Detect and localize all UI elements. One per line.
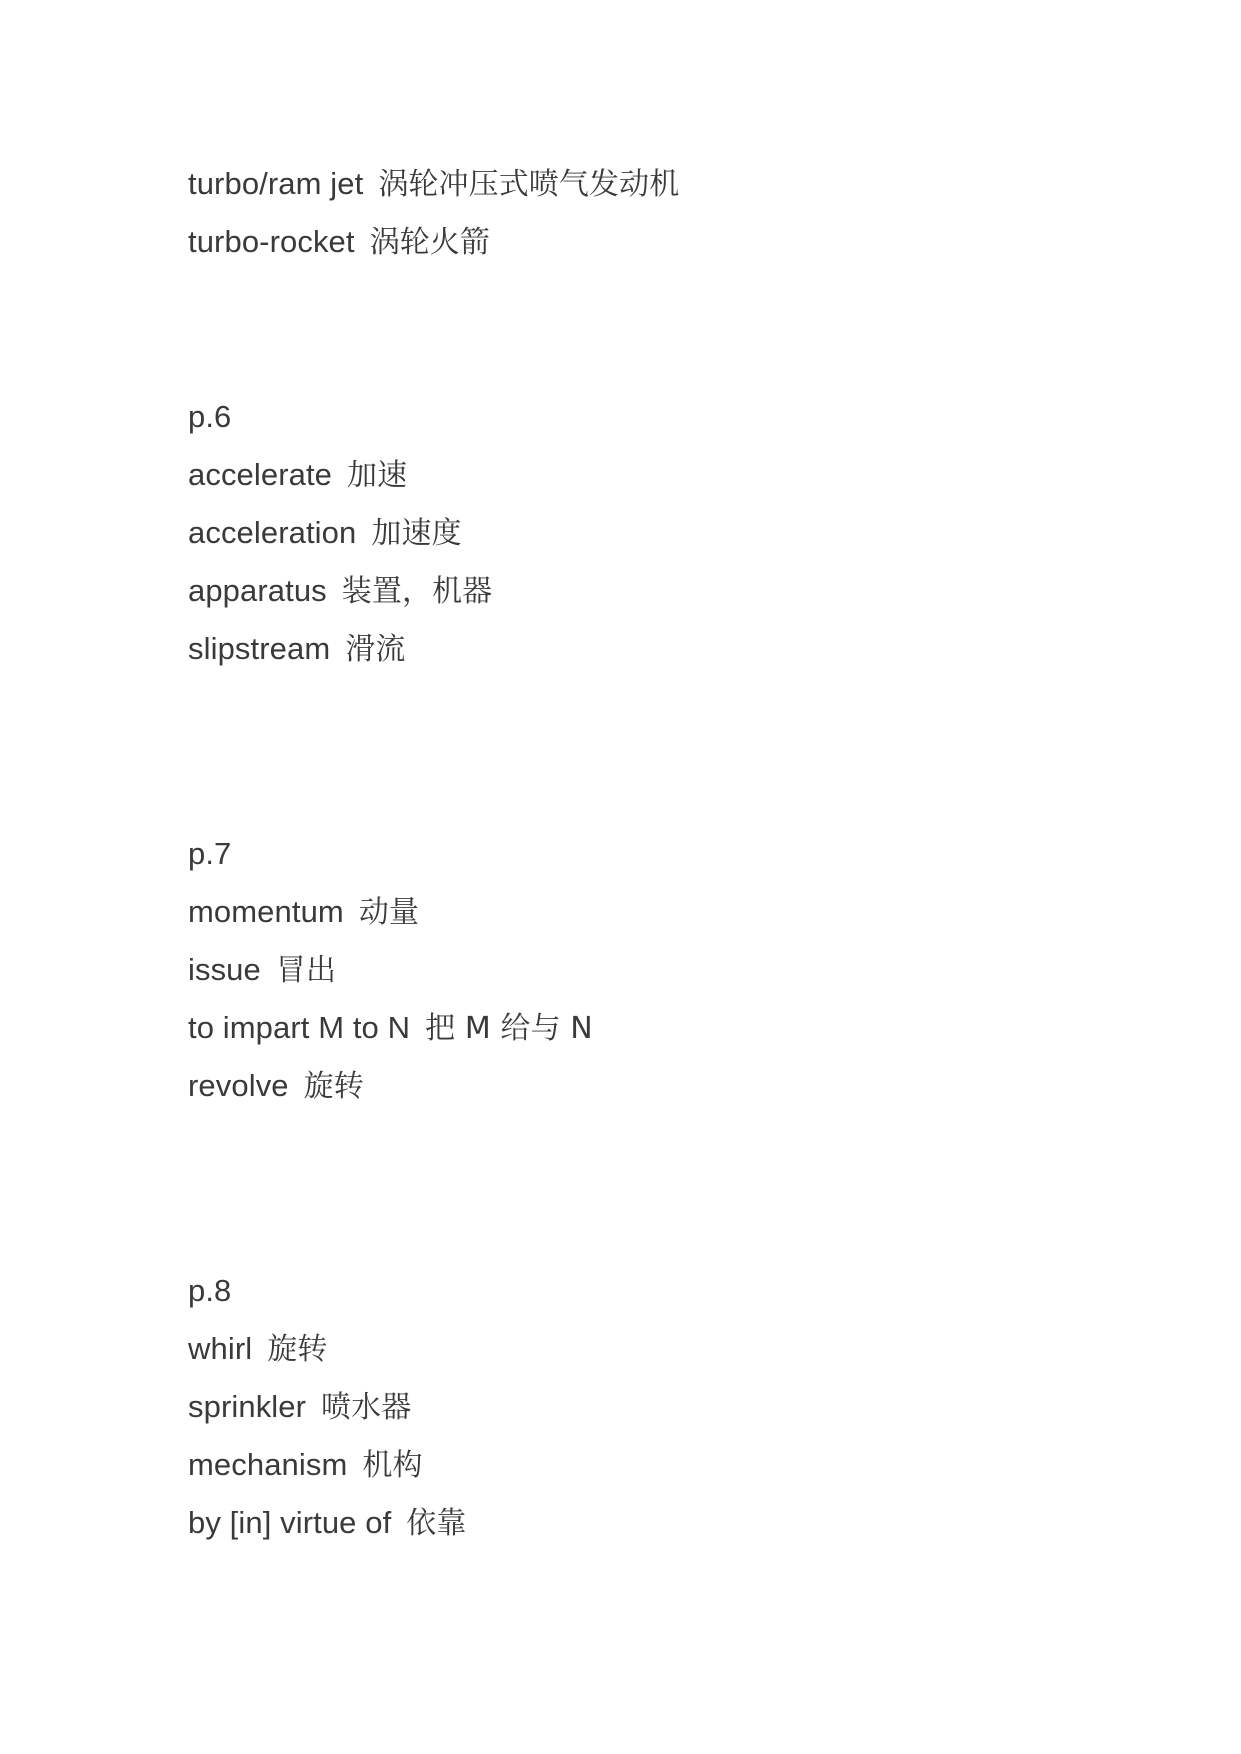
vocab-translation: 涡轮火箭 — [369, 225, 491, 260]
vocab-translation: 装置，机器 — [341, 574, 493, 609]
vocab-translation: 机构 — [362, 1448, 423, 1483]
vocab-translation: 冒出 — [275, 953, 337, 988]
vocab-entry — [188, 455, 407, 496]
vocab-entry — [188, 892, 419, 933]
page-heading: p.6 — [188, 399, 232, 434]
vocab-translation: 喷水器 — [321, 1390, 412, 1425]
vocab-term: by [in] virtue of — [188, 1505, 392, 1540]
vocab-entry — [188, 164, 679, 205]
vocab-translation: 把 M 给与 N — [425, 1011, 593, 1046]
vocab-entry — [188, 222, 490, 263]
vocab-translation: 滑流 — [345, 632, 406, 667]
vocab-term: sprinkler — [188, 1389, 307, 1424]
vocab-term: whirl — [188, 1331, 253, 1366]
page-heading: p.7 — [188, 836, 232, 871]
vocab-translation: 涡轮冲压式喷气发动机 — [378, 167, 680, 202]
vocab-translation: 旋转 — [303, 1069, 364, 1104]
vocab-entry — [188, 1008, 593, 1049]
vocab-translation: 加速 — [347, 458, 408, 493]
vocab-entry — [188, 629, 405, 670]
vocab-entry — [188, 1445, 423, 1486]
vocab-term: issue — [188, 952, 261, 987]
vocab-entry — [188, 571, 492, 612]
vocab-term: turbo/ram jet — [188, 166, 364, 201]
vocab-term: momentum — [188, 894, 344, 929]
vocab-entry — [188, 1066, 364, 1107]
vocab-entry — [188, 1329, 327, 1370]
vocab-term: slipstream — [188, 631, 331, 666]
vocab-entry — [188, 513, 462, 554]
page-heading: p.8 — [188, 1273, 232, 1308]
glossary-page — [188, 0, 1241, 1754]
vocab-term: to impart M to N — [188, 1010, 411, 1045]
vocab-translation: 依靠 — [406, 1506, 467, 1541]
vocab-translation: 旋转 — [267, 1332, 328, 1367]
vocab-term: revolve — [188, 1068, 289, 1103]
vocab-entry — [188, 950, 336, 991]
vocab-translation: 动量 — [358, 895, 420, 930]
vocab-term: mechanism — [188, 1447, 348, 1482]
vocab-term: turbo-rocket — [188, 224, 355, 259]
vocab-term: apparatus — [188, 573, 327, 608]
vocab-term: acceleration — [188, 515, 357, 550]
vocab-term: accelerate — [188, 457, 333, 492]
vocab-entry — [188, 1387, 411, 1428]
vocab-translation: 加速度 — [371, 516, 462, 551]
vocab-entry — [188, 1503, 467, 1544]
